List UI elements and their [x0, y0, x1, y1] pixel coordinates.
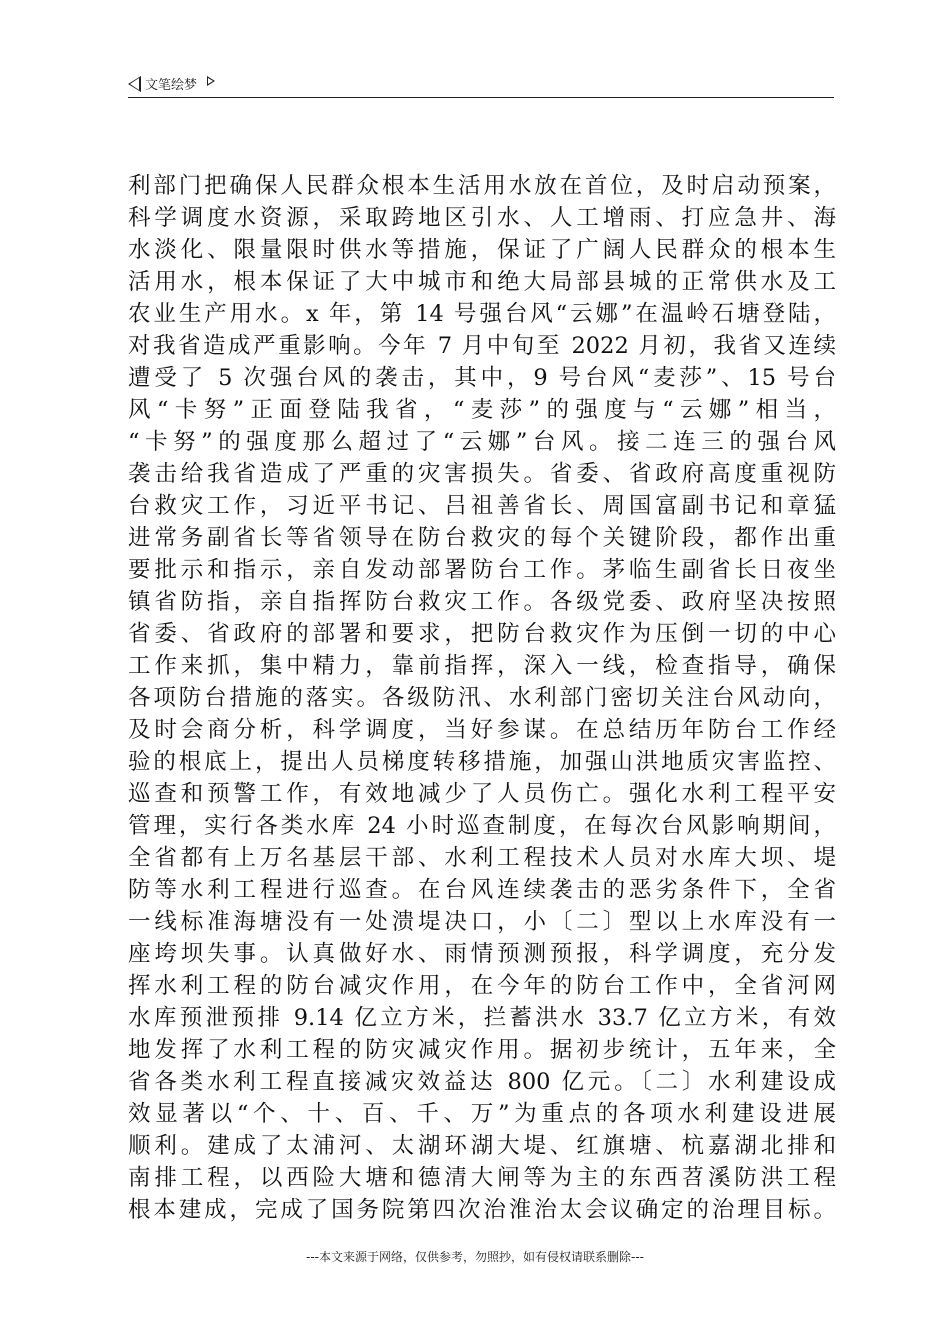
text-line: 省各类水利工程直接减灾效益达 800 亿元。〔二〕水利建设成 [128, 1069, 836, 1095]
text-line: 台救灾工作，习近平书记、吕祖善省长、周国富副书记和章猛 [128, 493, 836, 519]
text-line: 效显著以“个、十、百、千、万”为重点的各项水利建设进展 [128, 1101, 836, 1127]
header-divider [128, 97, 834, 98]
text-line: 防等水利工程进行巡查。在台风连续袭击的恶劣条件下，全省 [128, 877, 836, 903]
text-line: 镇省防指，亲自指挥防台救灾工作。各级党委、政府坚决按照 [128, 589, 836, 615]
text-line: 顺利。建成了太浦河、太湖环湖大堤、红旗塘、杭嘉湖北排和 [128, 1133, 836, 1159]
footer-disclaimer: ---本文来源于网络，仅供参考，勿照抄，如有侵权请联系删除--- [306, 1250, 644, 1264]
text-line: 全省都有上万名基层干部、水利工程技术人员对水库大坝、堤 [128, 845, 836, 871]
text-line: “卡努”的强度那么超过了“云娜”台风。接二连三的强台风 [128, 429, 836, 455]
text-line: 水库预泄预排 9.14 亿立方米，拦蓄洪水 33.7 亿立方米，有效 [128, 1005, 836, 1031]
text-line: 遭受了 5 次强台风的袭击，其中，9 号台风“麦莎”、15 号台 [128, 365, 836, 391]
text-line: 座垮坝失事。认真做好水、雨情预测预报，科学调度，充分发 [128, 941, 836, 967]
text-line: 风“卡努”正面登陆我省，“麦莎”的强度与“云娜”相当， [128, 397, 836, 423]
text-line: 验的根底上，提出人员梯度转移措施，加强山洪地质灾害监控、 [128, 749, 836, 775]
text-line: 巡查和预警工作，有效地减少了人员伤亡。强化水利工程平安 [128, 781, 836, 807]
text-line: 南排工程，以西险大塘和德清大闸等为主的东西苕溪防洪工程 [128, 1165, 836, 1191]
text-line: 地发挥了水利工程的防灾减灾作用。据初步统计，五年来，全 [128, 1037, 836, 1063]
triangle-right-icon [207, 76, 215, 86]
brand-text: 文笔绘梦 [145, 78, 198, 93]
text-line: 利部门把确保人民群众根本生活用水放在首位，及时启动预案， [128, 173, 836, 199]
text-line: 一线标准海塘没有一处溃堤决口，小〔二〕型以上水库没有一 [128, 909, 836, 935]
body-text [128, 170, 836, 1226]
text-line: 省委、省政府的部署和要求，把防台救灾作为压倒一切的中心 [128, 621, 836, 647]
text-line: 袭击给我省造成了严重的灾害损失。省委、省政府高度重视防 [128, 461, 836, 487]
text-line: 农业生产用水。x 年，第 14 号强台风“云娜”在温岭石塘登陆， [128, 301, 836, 327]
text-line: 要批示和指示，亲自发动部署防台工作。茅临生副省长日夜坐 [128, 557, 836, 583]
triangle-left-icon [128, 76, 141, 92]
text-line: 及时会商分析，科学调度，当好参谋。在总结历年防台工作经 [128, 717, 836, 743]
text-line: 各项防台措施的落实。各级防汛、水利部门密切关注台风动向， [128, 685, 836, 711]
text-line: 进常务副省长等省领导在防台救灾的每个关键阶段，都作出重 [128, 525, 836, 551]
text-line: 科学调度水资源，采取跨地区引水、人工增雨、打应急井、海 [128, 205, 836, 231]
text-line: 根本建成，完成了国务院第四次治淮治太会议确定的治理目标。 [128, 1197, 836, 1223]
text-line: 管理，实行各类水库 24 小时巡查制度，在每次台风影响期间， [128, 813, 836, 839]
text-line: 水淡化、限量限时供水等措施，保证了广阔人民群众的根本生 [128, 237, 836, 263]
page-header [128, 74, 834, 96]
text-line: 活用水，根本保证了大中城市和绝大局部县城的正常供水及工 [128, 269, 836, 295]
text-line: 挥水利工程的防台减灾作用，在今年的防台工作中，全省河网 [128, 973, 836, 999]
header-brand [128, 74, 215, 93]
text-line: 对我省造成严重影响。今年 7 月中旬至 2022 月初，我省又连续 [128, 333, 836, 359]
text-line: 工作来抓，集中精力，靠前指挥，深入一线，检查指导，确保 [128, 653, 836, 679]
